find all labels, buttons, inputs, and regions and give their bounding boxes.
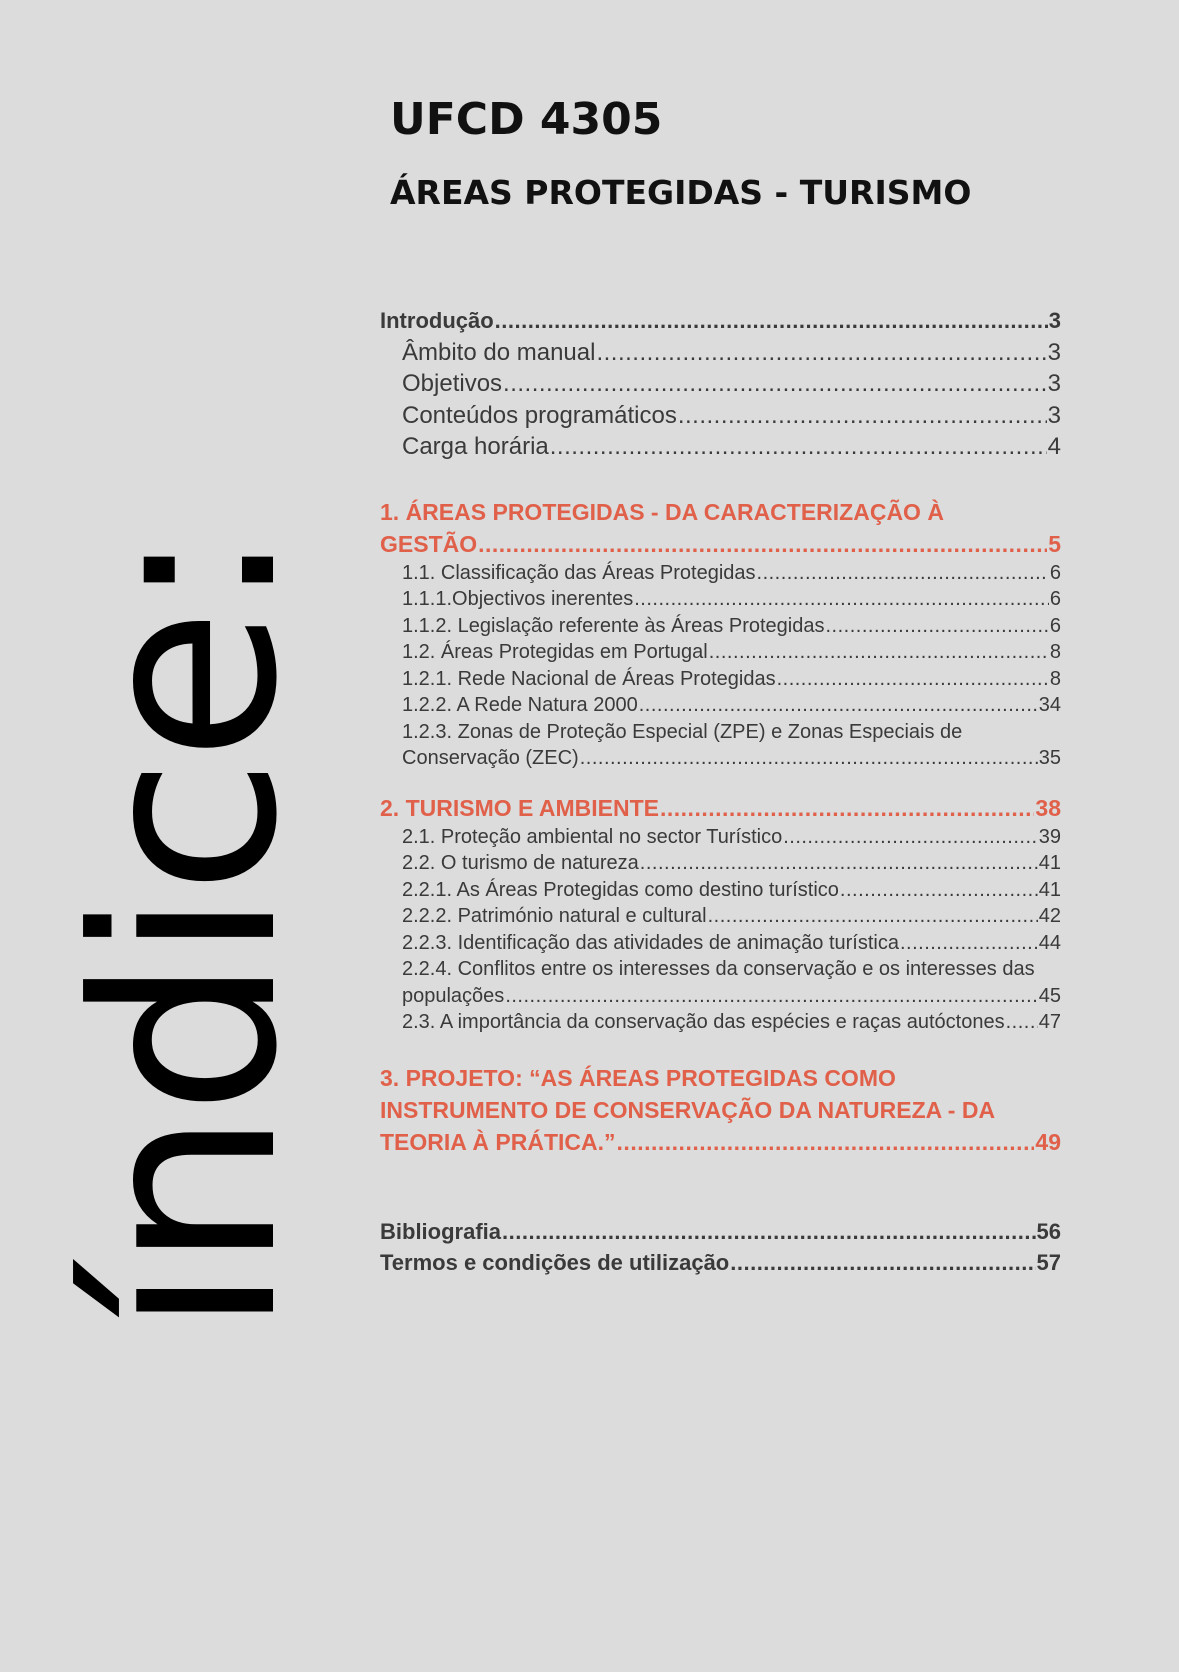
toc-page-number: 6 [1049,614,1061,637]
toc-entry[interactable] [380,666,1061,693]
toc-entry-label: Bibliografia [380,1218,502,1244]
toc-entry-label: 2.2.1. As Áreas Protegidas como destino turístico [402,878,839,901]
table-of-contents [380,305,1061,1279]
toc-page-number: 39 [1038,825,1061,848]
dot-leader [596,337,1046,369]
toc-page-number: 8 [1049,641,1061,663]
toc-entry-label: 2.2.2. Património natural e cultural [402,905,707,927]
toc-page-number: 56 [1036,1218,1061,1244]
toc-entry[interactable] [380,930,1061,957]
dot-leader [634,586,1049,613]
toc-entry-label: Conteúdos programáticos [402,401,677,429]
document-header [390,88,972,212]
dot-leader [1006,1009,1038,1036]
course-code: UFCD 4305 [390,94,663,145]
toc-entry-label: 2. TURISMO E AMBIENTE [380,794,659,821]
toc-entry-label: 1.1. Classificação das Áreas Protegidas [402,561,756,584]
toc-entry-label: Carga horária [402,433,549,460]
toc-page-number: 49 [1035,1128,1061,1155]
dot-leader [840,877,1038,904]
toc-entry-introducao[interactable] [380,305,1061,337]
toc-entry-label: Objetivos [402,370,503,397]
dot-leader [550,431,1047,463]
toc-entry-label: 2.2.3. Identificação das atividades de animação turística [402,931,899,954]
toc-page-number: 5 [1048,530,1061,557]
dot-leader [580,745,1038,772]
toc-entry[interactable] [380,824,1061,851]
dot-leader [783,824,1038,851]
dot-leader [777,666,1049,693]
toc-entry-label: 1.2. Áreas Protegidas em Portugal [402,641,708,663]
toc-entry[interactable] [380,983,1061,1010]
toc-page-number: 41 [1038,878,1061,901]
toc-entry-chapter-3[interactable] [380,1126,1061,1158]
toc-page-number: 45 [1038,984,1061,1007]
dot-leader [640,850,1038,877]
toc-entry[interactable] [380,400,1061,432]
toc-page-number: 41 [1038,852,1061,874]
toc-entry[interactable] [380,692,1061,719]
toc-page-number: 34 [1038,694,1061,716]
toc-page-number: 3 [1047,401,1061,429]
toc-entry-label: Conservação (ZEC) [402,747,579,769]
dot-leader [730,1247,1035,1279]
toc-page-number: 42 [1038,905,1061,927]
toc-page-number: 3 [1047,370,1061,397]
toc-entry-termos[interactable] [380,1247,1061,1279]
toc-entry-bibliografia[interactable] [380,1216,1061,1248]
toc-entry-label: Introdução [380,308,494,333]
toc-page-number: 57 [1036,1250,1061,1275]
side-title: índice: [41,531,332,1335]
dot-leader [678,400,1047,432]
toc-page-number: 38 [1035,794,1061,821]
toc-entry-label: 1.2.1. Rede Nacional de Áreas Protegidas [402,667,776,690]
dot-leader [708,903,1038,930]
toc-entry[interactable] [380,560,1061,587]
toc-page-number: 3 [1048,308,1061,333]
toc-entry-label: 1.2.2. A Rede Natura 2000 [402,694,638,716]
dot-leader [900,930,1038,957]
toc-page-number: 47 [1038,1011,1061,1033]
toc-entry-wrapped-line[interactable]: 1.2.3. Zonas de Proteção Especial (ZPE) e Zonas Especiais de [402,720,963,743]
toc-page-number: 35 [1038,747,1061,769]
dot-leader [495,305,1048,337]
toc-entry-wrapped-line[interactable]: 2.2.4. Conflitos entre os interesses da conservação e os interesses das [402,958,1035,980]
dot-leader [502,1216,1036,1248]
dot-leader [709,639,1049,666]
toc-entry-label: 2.2. O turismo de natureza [402,852,639,874]
toc-entry[interactable] [380,850,1061,877]
toc-entry[interactable] [380,613,1061,640]
toc-entry-label: populações [402,984,505,1007]
toc-entry[interactable] [380,877,1061,904]
toc-entry[interactable] [380,431,1061,463]
chapter-3-title-line[interactable]: INSTRUMENTO DE CONSERVAÇÃO DA NATUREZA - DA [380,1096,996,1123]
toc-page-number: 8 [1049,667,1061,690]
toc-page-number: 4 [1047,433,1061,460]
dot-leader [660,792,1034,824]
toc-entry[interactable] [380,337,1061,369]
toc-entry[interactable] [380,1009,1061,1036]
toc-page-number: 6 [1049,588,1061,610]
toc-entry[interactable] [380,745,1061,772]
toc-entry-label: GESTÃO [380,530,478,557]
toc-entry[interactable] [380,903,1061,930]
chapter-1-title-line[interactable]: 1. ÁREAS PROTEGIDAS - DA CARACTERIZAÇÃO À [380,498,944,525]
toc-entry-label: 2.1. Proteção ambiental no sector Turístico [402,825,783,848]
toc-entry-label: 2.3. A importância da conservação das espécies e raças autóctones [402,1011,1005,1033]
dot-leader [639,692,1038,719]
toc-entry[interactable] [380,639,1061,666]
dot-leader [478,528,1047,560]
toc-page-number: 44 [1038,931,1061,954]
toc-entry-label: 1.1.1.Objectivos inerentes [402,588,634,610]
toc-entry-label: 1.1.2. Legislação referente às Áreas Protegidas [402,614,825,637]
chapter-3-title-line[interactable]: 3. PROJETO: “AS ÁREAS PROTEGIDAS COMO [380,1064,896,1091]
toc-page-number: 3 [1047,338,1061,366]
toc-entry-label: TEORIA À PRÁTICA.” [380,1128,616,1155]
toc-page-number: 6 [1049,561,1061,584]
course-title: ÁREAS PROTEGIDAS - TURISMO [390,173,972,212]
dot-leader [503,368,1047,400]
toc-entry-chapter-1[interactable] [380,528,1061,560]
toc-entry-label: Termos e condições de utilização [380,1250,730,1275]
dot-leader [505,983,1037,1010]
toc-entry-chapter-2[interactable] [380,792,1061,824]
toc-entry[interactable] [380,368,1061,400]
toc-entry-label: Âmbito do manual [402,338,596,366]
toc-entry[interactable] [380,586,1061,613]
dot-leader [617,1126,1035,1158]
dot-leader [757,560,1049,587]
dot-leader [825,613,1048,640]
